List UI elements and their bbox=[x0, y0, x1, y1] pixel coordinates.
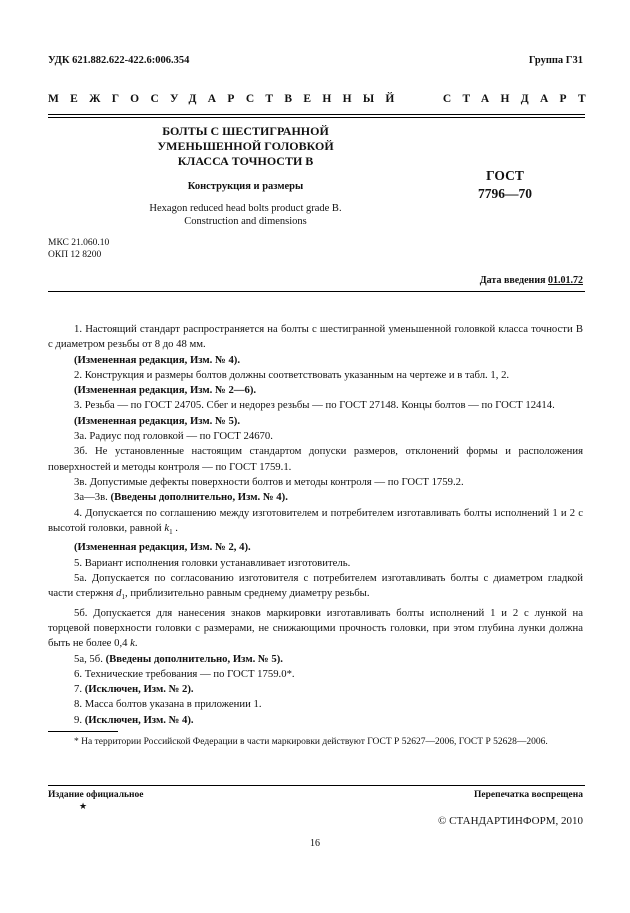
english-title bbox=[118, 202, 373, 228]
clause-5a-5b-label: 5а, 5б. bbox=[74, 652, 103, 665]
official-edition: Издание официальное bbox=[48, 790, 144, 800]
date-rule bbox=[48, 291, 585, 292]
copyright: © СТАНДАРТИНФОРМ, 2010 bbox=[438, 815, 583, 827]
clause-3a: 3а. Радиус под головкой — по ГОСТ 24670. bbox=[74, 430, 273, 443]
clause-8: 8. Масса болтов указана в приложении 1. bbox=[74, 698, 262, 711]
heading-word-interstate: МЕЖГОСУДАРСТВЕННЫЙ bbox=[48, 93, 406, 105]
clause-6: 6. Технические требования — по ГОСТ 1759.0*. bbox=[74, 667, 295, 680]
english-title-line-2: Construction and dimensions bbox=[184, 216, 307, 227]
reprint-notice: Перепечатка воспрещена bbox=[473, 790, 583, 800]
clause-1-amend: (Измененная редакция, Изм. № 4). bbox=[74, 353, 241, 366]
mks-code: МКС 21.060.10 bbox=[48, 238, 110, 248]
header-rule-2 bbox=[48, 117, 585, 118]
clause-7-label: 7. bbox=[74, 683, 83, 696]
clause-5a-5b-amend bbox=[48, 652, 583, 667]
clause-9-note: (Исключен, Изм. № 4). bbox=[84, 713, 194, 726]
standard-type-heading bbox=[48, 93, 597, 105]
clause-5: 5. Вариант исполнения головки устанавливает изготовитель. bbox=[74, 556, 351, 569]
clause-3a-3v-note: (Введены дополнительно, Изм. № 4). bbox=[110, 491, 288, 504]
clause-2-amend: (Измененная редакция, Изм. № 2—6). bbox=[74, 384, 257, 397]
effective-date-value: 01.01.72 bbox=[548, 275, 583, 286]
title-line-3: КЛАССА ТОЧНОСТИ В bbox=[177, 154, 314, 168]
clause-4-var: k bbox=[164, 521, 170, 534]
title-line-1: БОЛТЫ С ШЕСТИГРАННОЙ bbox=[162, 124, 329, 138]
clause-5a-var: d bbox=[116, 587, 122, 600]
clause-9 bbox=[48, 713, 583, 728]
clause-5a-text: 5а. Допускается по согласованию изготовителя с потребителем изготавливать болты с диаметром гладкой части стержня bbox=[48, 571, 583, 600]
clause-5b-var: k bbox=[130, 637, 135, 650]
clause-5b-end: . bbox=[134, 637, 138, 650]
footnote-text: * На территории Российской Федерации в части маркировки действуют ГОСТ Р 52627—2006, ГОСТ Р 52628—2006. bbox=[74, 737, 548, 747]
clause-4-amend: (Измененная редакция, Изм. № 2, 4). bbox=[74, 541, 251, 554]
heading-word-standard: СТАНДАРТ bbox=[442, 93, 597, 105]
effective-date-label: Дата введения bbox=[479, 275, 546, 286]
effective-date bbox=[480, 275, 583, 286]
udk-code: УДК 621.882.622-422.6:006.354 bbox=[48, 55, 190, 66]
header-rule bbox=[48, 114, 585, 115]
okp-code: ОКП 12 8200 bbox=[48, 250, 102, 260]
footer-rule bbox=[48, 785, 585, 786]
clause-5a-sub: 1 bbox=[121, 593, 125, 602]
english-title-line-1: Hexagon reduced head bolts product grade B. bbox=[149, 203, 342, 214]
title-line-2: УМЕНЬШЕННОЙ ГОЛОВКОЙ bbox=[157, 139, 334, 153]
clause-7 bbox=[48, 682, 583, 697]
group-code: Группа Г31 bbox=[528, 55, 583, 66]
gost-number bbox=[455, 167, 555, 203]
footnote bbox=[48, 736, 583, 749]
clause-5a-end: , приблизительно равным среднему диаметру резьбы. bbox=[124, 587, 370, 600]
clause-2: 2. Конструкция и размеры болтов должны соответствовать указанным на чертеже и в табл. 1, 2. bbox=[74, 368, 510, 381]
clause-9-label: 9. bbox=[74, 713, 83, 726]
clause-4-text: 4. Допускается по соглашению между изготовителем и потребителем изготавливать болты исполнений 1 и 2 с высотой головки, равной bbox=[48, 506, 583, 534]
gost-label: ГОСТ bbox=[486, 168, 524, 183]
clause-1: 1. Настоящий стандарт распространяется на болты с шестигранной уменьшенной головкой класса точности В с диаметром резьбы от 8 до 48 мм. bbox=[48, 323, 583, 351]
standard-body-text bbox=[48, 322, 583, 728]
clause-7-note: (Исключен, Изм. № 2). bbox=[84, 683, 194, 696]
clause-3v: 3в. Допустимые дефекты поверхности болтов и методы контроля — по ГОСТ 1759.2. bbox=[74, 475, 464, 488]
clause-3: 3. Резьба — по ГОСТ 24705. Сбег и недорез резьбы — по ГОСТ 27148. Концы болтов — по ГОСТ 12414. bbox=[74, 399, 555, 412]
gost-code: 7796—70 bbox=[478, 186, 532, 201]
page-number: 16 bbox=[310, 838, 320, 849]
clause-4-sub: 1 bbox=[169, 528, 173, 536]
clause-3-amend: (Измененная редакция, Изм. № 5). bbox=[74, 414, 241, 427]
classification-codes bbox=[48, 237, 109, 261]
clause-5a bbox=[48, 571, 583, 606]
clause-4 bbox=[48, 506, 583, 541]
clause-3a-3v-label: 3а—3в. bbox=[74, 491, 108, 504]
clause-5a-5b-note: (Введены дополнительно, Изм. № 5). bbox=[105, 652, 283, 665]
footnote-rule bbox=[48, 731, 118, 732]
clause-3b: 3б. Не установленные настоящим стандартом допуски размеров, отклонений формы и расположения поверхностей и методы контроля — по ГОСТ 1759.1. bbox=[48, 445, 583, 473]
clause-5b bbox=[48, 606, 583, 652]
clause-5b-text: 5б. Допускается для нанесения знаков маркировки изготавливать болты исполнений 1 и 2 с лункой на торцевой поверхности головки с размерами, не снижающими прочность головки, при этом глубина лунки должна быть не более 0,4 bbox=[48, 606, 583, 650]
standard-title-block bbox=[118, 124, 373, 228]
clause-3a-3v-amend bbox=[48, 490, 583, 505]
title-subtitle: Конструкция и размеры bbox=[187, 181, 304, 192]
clause-4-end: . bbox=[175, 521, 178, 534]
star-icon: ★ bbox=[79, 801, 88, 811]
